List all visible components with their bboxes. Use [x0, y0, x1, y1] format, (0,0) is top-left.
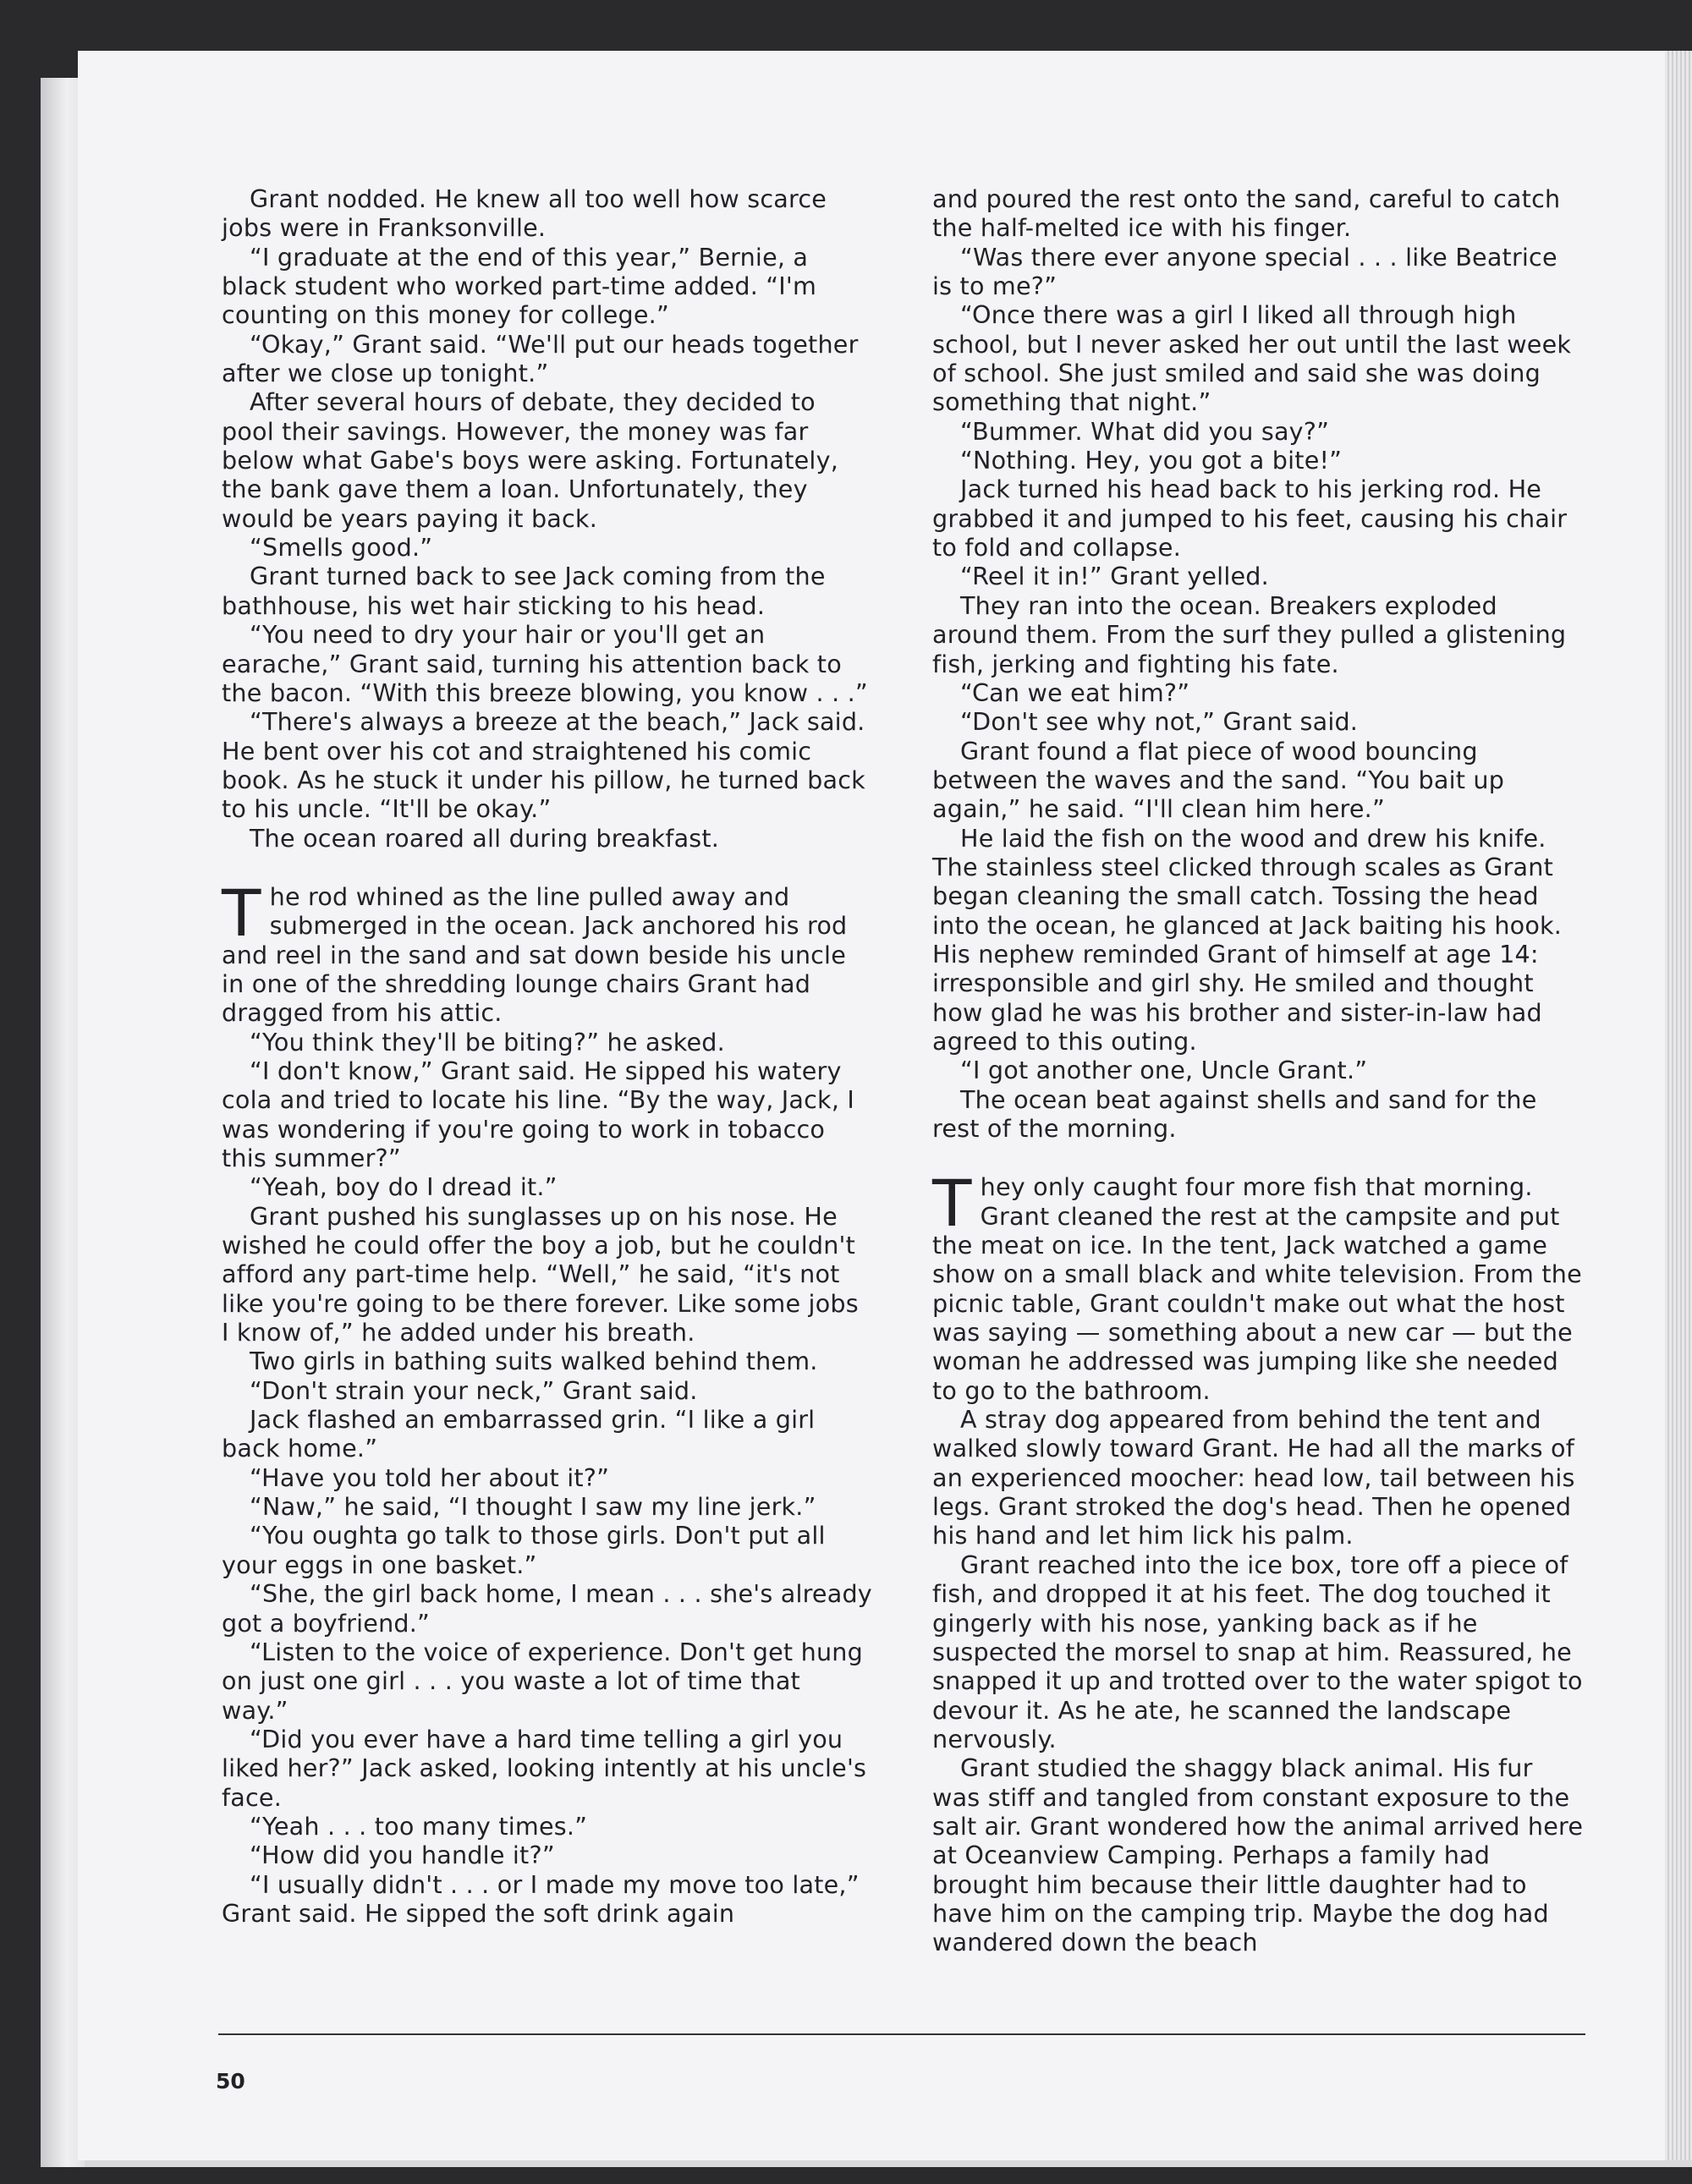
- paragraph: “I don't know,” Grant said. He sipped his watery cola and tried to locate his line. “By the way, Jack, I was wondering if you're going to work in tobacco this summer?”: [222, 1056, 855, 1172]
- paragraph: “Reel it in!” Grant yelled.: [960, 562, 1269, 591]
- paragraph: After several hours of debate, they decided to pool their savings. However, the money was far below what Gabe's boys were asking. Fortunately, the bank gave them a loan. Unfortunately, they would be years paying it back.: [222, 387, 838, 533]
- paragraph: “I graduate at the end of this year,” Bernie, a black student who worked part-time added. “I'm counting on this money for college.”: [222, 242, 817, 330]
- paragraph: “How did you handle it?”: [250, 1841, 555, 1870]
- paragraph: “Have you told her about it?”: [250, 1462, 610, 1492]
- paragraph: “Yeah, boy do I dread it.”: [250, 1172, 558, 1202]
- paragraph: “Can we eat him?”: [960, 678, 1190, 707]
- paragraph: “She, the girl back home, I mean . . . she's already got a boyfriend.”: [222, 1579, 872, 1638]
- paragraph: “You think they'll be biting?” he asked.: [250, 1027, 725, 1056]
- paragraph: The ocean roared all during breakfast.: [250, 823, 720, 853]
- paragraph: Grant reached into the ice box, tore off a piece of fish, and dropped it at his feet. The dog touched it gingerly with his nose, yanking back as if he suspected the morsel to snap at him. Reassured, he snapped it up and trotted over to the water spigot to devour it. As he ate, he scanned the landscape nervously.: [932, 1550, 1583, 1753]
- paragraph: “Okay,” Grant said. “We'll put our heads together after we close up tonight.”: [222, 329, 859, 388]
- paragraph: “There's always a breeze at the beach,” Jack said. He bent over his cot and straightened his comic book. As he stuck it under his pillow, he turned back to his uncle. “It'll be okay.”: [222, 707, 865, 824]
- footer-rule: [218, 2033, 1585, 2035]
- paragraph: “Was there ever anyone special . . . like Beatrice is to me?”: [932, 242, 1557, 301]
- paragraph: The ocean beat against shells and sand for the rest of the morning.: [932, 1084, 1537, 1143]
- drop-cap: T: [932, 1166, 972, 1242]
- paragraph: “Nothing. Hey, you got a bite!”: [960, 446, 1343, 475]
- page-stack-right: [1665, 51, 1692, 2160]
- paragraph: Jack flashed an embarrassed grin. “I like a girl back home.”: [222, 1405, 816, 1463]
- left-column: [222, 184, 873, 1928]
- paragraph: “I got another one, Uncle Grant.”: [960, 1056, 1368, 1085]
- paragraph: Grant found a flat piece of wood bouncing between the waves and the sand. “You bait up again,” he said. “I'll clean him here.”: [932, 736, 1505, 824]
- paragraph: Grant pushed his sunglasses up on his nose. He wished he could offer the boy a job, but he couldn't afford any part-time help. “Well,” he said, “it's not like you're going to be there forever. Like some jobs I know of,” he added under his breath.: [222, 1201, 859, 1347]
- paragraph: He laid the fish on the wood and drew his knife. The stainless steel clicked through scales as Grant began cleaning the small catch. Tossing the head into the ocean, he glanced at Jack baiting his hook. His nephew reminded Grant of himself at age 14: irresponsible and girl shy. He smiled and thought how glad he was his brother and sister-in-law had agreed to this outing.: [932, 823, 1563, 1056]
- section-opening-paragraph: [222, 875, 873, 1028]
- paragraph: “Bummer. What did you say?”: [960, 416, 1330, 446]
- page-number: 50: [216, 2069, 245, 2093]
- paragraph: Grant nodded. He knew all too well how scarce jobs were in Franksonville.: [222, 184, 827, 243]
- paragraph: They ran into the ocean. Breakers exploded around them. From the surf they pulled a glistening fish, jerking and fighting his fate.: [932, 590, 1567, 678]
- paragraph-text: hey only caught four more fish that morning. Grant cleaned the rest at the campsite and put the meat on ice. In the tent, Jack watched a game show on a small black and white television. From the picnic table, Grant couldn't make out what the host was saying — something about a new car — but the woman he addressed was jumping like she needed to go to the bathroom.: [932, 1172, 1582, 1405]
- paragraph: “Did you ever have a hard time telling a girl you liked her?” Jack asked, looking intently at his uncle's face.: [222, 1724, 867, 1812]
- drop-cap: T: [222, 875, 261, 951]
- paragraph-text: he rod whined as the line pulled away and submerged in the ocean. Jack anchored his rod and reel in the sand and sat down beside his uncle in one of the shredding lounge chairs Grant had dragged from his attic.: [222, 881, 848, 1028]
- paragraph: Grant studied the shaggy black animal. His fur was stiff and tangled from constant exposure to the salt air. Grant wondered how the animal arrived here at Oceanview Camping. Perhaps a family had brought him because their little daughter had to have him on the camping trip. Maybe the dog had wandered down the beach: [932, 1753, 1584, 1957]
- paragraph: “Smells good.”: [250, 533, 433, 562]
- paragraph: “Listen to the voice of experience. Don't get hung on just one girl . . . you waste a lot of time that way.”: [222, 1637, 863, 1725]
- paragraph: “You need to dry your hair or you'll get an earache,” Grant said, turning his attention back to the bacon. “With this breeze blowing, you know . . .”: [222, 620, 868, 707]
- paragraph: “You oughta go talk to those girls. Don't put all your eggs in one basket.”: [222, 1521, 826, 1579]
- right-column: [932, 184, 1584, 1957]
- paragraph: A stray dog appeared from behind the tent and walked slowly toward Grant. He had all the marks of an experienced moocher: head low, tail between his legs. Grant stroked the dog's head. Then he opened his hand and let him lick his palm.: [932, 1405, 1575, 1550]
- paragraph: “Once there was a girl I liked all through high school, but I never asked her out until the last week of school. She just smiled and said she was doing something that night.”: [932, 300, 1572, 417]
- paragraph: Jack turned his head back to his jerking rod. He grabbed it and jumped to his feet, causing his chair to fold and collapse.: [932, 475, 1568, 562]
- paragraph: “Don't see why not,” Grant said.: [960, 707, 1359, 737]
- paragraph: “I usually didn't . . . or I made my move too late,” Grant said. He sipped the soft drink again: [222, 1869, 860, 1928]
- section-opening-paragraph: [932, 1166, 1584, 1405]
- paragraph-continued: and poured the rest onto the sand, careful to catch the half-melted ice with his finger.: [932, 184, 1561, 243]
- paragraph: “Naw,” he said, “I thought I saw my line jerk.”: [250, 1492, 816, 1522]
- paragraph: “Don't strain your neck,” Grant said.: [250, 1375, 698, 1405]
- paragraph: Grant turned back to see Jack coming from the bathhouse, his wet hair sticking to his head.: [222, 562, 826, 620]
- paragraph: “Yeah . . . too many times.”: [250, 1811, 588, 1841]
- paragraph: Two girls in bathing suits walked behind them.: [250, 1347, 818, 1376]
